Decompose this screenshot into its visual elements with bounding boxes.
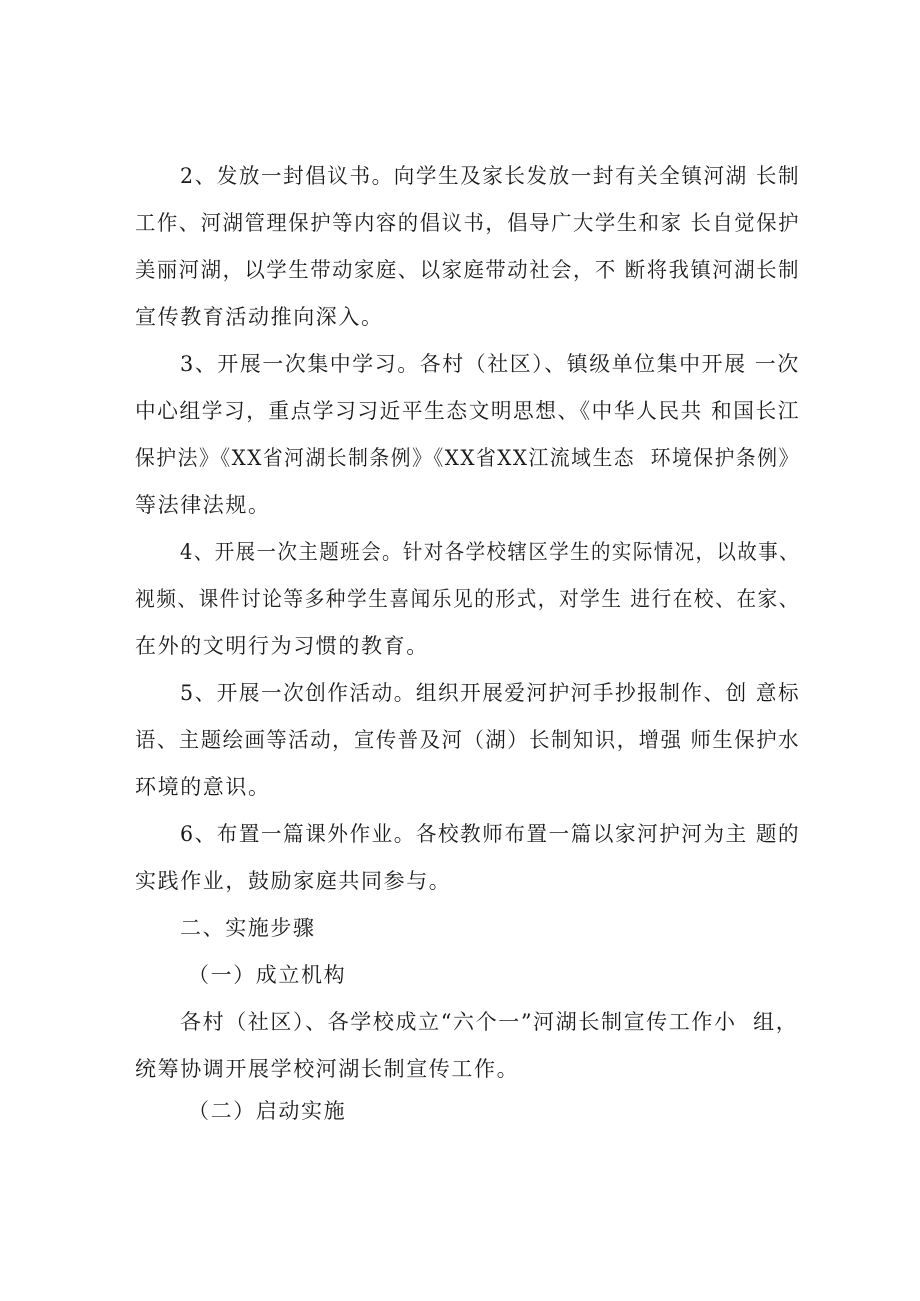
paragraph-2-line-4: 等法律法规。 [135, 493, 271, 517]
subheading-establish-organization: （一）成立机构 [188, 963, 347, 987]
section-heading-implementation-steps: 二、实施步骤 [180, 916, 316, 940]
paragraph-4-line-3: 环境的意识。 [135, 775, 271, 799]
paragraph-2-line-1: 3、开展一次集中学习。各村（社区）、镇级单位集中开展 一次 [180, 352, 800, 376]
paragraph-1-line-3: 美丽河湖，以学生带动家庭、以家庭带动社会，不 断将我镇河湖长制 [135, 258, 801, 282]
paragraph-5-line-2: 实践作业，鼓励家庭共同参与。 [135, 869, 452, 893]
paragraph-3-line-1: 4、开展一次主题班会。针对各学校辖区学生的实际情况，以故事、 [180, 540, 801, 564]
paragraph-4-line-2: 语、主题绘画等活动，宣传普及河（湖）长制知识，增强 师生保护水 [135, 728, 801, 752]
paragraph-4-line-1: 5、开展一次创作活动。组织开展爱河护河手抄报制作、创 意标 [180, 681, 801, 705]
paragraph-5-line-1: 6、布置一篇课外作业。各校教师布置一篇以家河护河为主 题的 [180, 822, 801, 846]
paragraph-6-line-1: 各村（社区）、各学校成立“六个一”河湖长制宣传工作小 组， [180, 1010, 799, 1034]
paragraph-3-line-2: 视频、课件讨论等多种学生喜闻乐见的形式，对学生 进行在校、在家、 [135, 587, 800, 611]
paragraph-3-line-3: 在外的文明行为习惯的教育。 [135, 634, 429, 658]
paragraph-1-line-2: 工作、河湖管理保护等内容的倡议书，倡导广大学生和家 长自觉保护 [135, 211, 801, 235]
paragraph-6-line-2: 统筹协调开展学校河湖长制宣传工作。 [135, 1057, 520, 1081]
paragraph-2-line-3: 保护法》《XX省河湖长制条例》《XX省XX江流域生态 环境保护条例》 [135, 446, 800, 470]
paragraph-1-line-1: 2、发放一封倡议书。向学生及家长发放一封有关全镇河湖 长制 [180, 164, 801, 188]
paragraph-2-line-2: 中心组学习，重点学习习近平生态文明思想、《中华人民共 和国长江 [135, 399, 800, 423]
subheading-launch-implementation: （二）启动实施 [188, 1099, 347, 1123]
paragraph-1-line-4: 宣传教育活动推向深入。 [135, 305, 384, 329]
